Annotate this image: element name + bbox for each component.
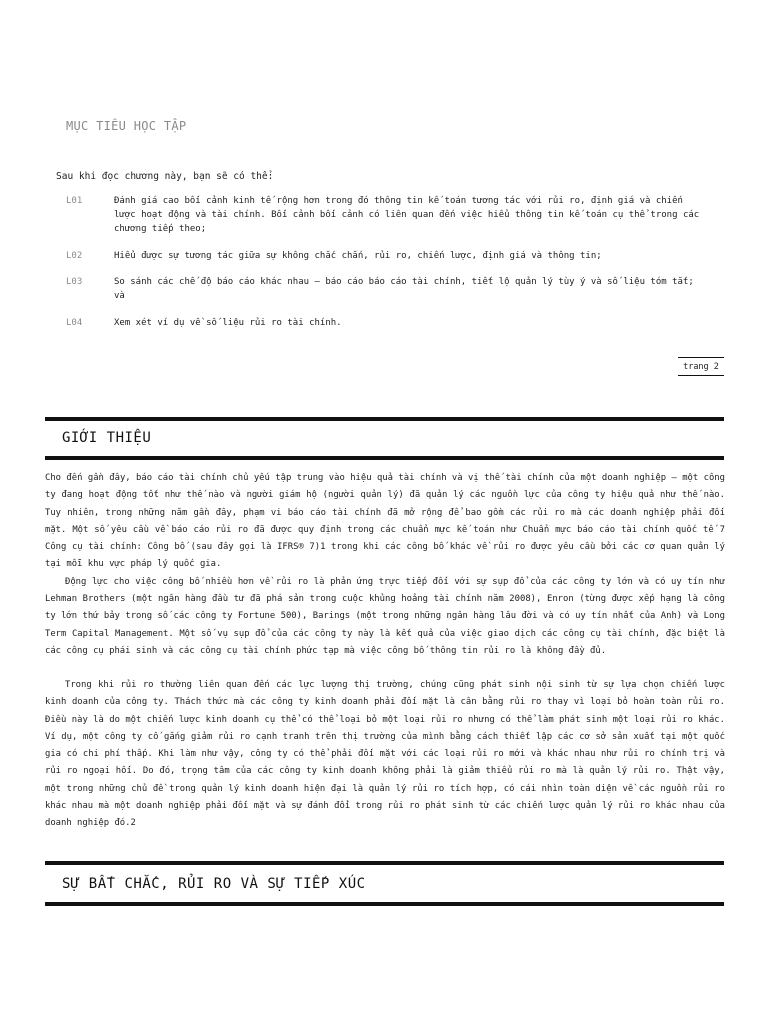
objective-text: Hiểu được sự tương tác giữa sự không chắc chắn, rủi ro, chiến lược, định giá và thông tin;	[114, 251, 602, 261]
objective-code: L02	[66, 251, 83, 261]
objective-text: Đánh giá cao bối cảnh kinh tế rộng hơn trong đó thông tin kế toán tương tác với rủi ro, định giá và chiến lược hoạt động và tài chính. Bối cảnh bối cảnh có liên quan đến việc hiểu thông tin kế toán cụ thể trong các chương tiếp theo;	[114, 196, 700, 234]
introduction-body-continued	[45, 677, 725, 833]
page-number-label: trang 2	[678, 357, 724, 376]
paragraph: Trong khi rủi ro thường liên quan đến các lực lượng thị trường, chúng cũng phát sinh nội sinh từ sự lựa chọn chiến lược kinh doanh của công ty. Thách thức mà các công ty kinh doanh phải đối mặt là cân bằng rủi ro thay vì loại bỏ hoàn toàn rủi ro. Điều này là do một chiến lược kinh doanh cụ thể có thể loại bỏ một loại rủi ro nhưng có thể làm phát sinh một loại rủi ro khác. Ví dụ, một công ty cố gắng giảm rủi ro cạnh tranh trên thị trường của mình bằng cách thiết lập các cơ sở sản xuất tại một quốc gia có chi phí thấp. Khi làm như vậy, công ty có thể phải đối mặt với các loại rủi ro mới và khác nhau như rủi ro chính trị và rủi ro ngoại hối. Do đó, trọng tâm của các công ty kinh doanh không phải là giảm thiểu rủi ro mà là quản lý rủi ro. Thật vậy, một trong những chủ đề trong quản lý kinh doanh hiện đại là quản lý rủi ro tích hợp, có cái nhìn toàn diện về các nguồn rủi ro khác nhau mà một doanh nghiệp phải đối mặt và sự đánh đổi trong rủi ro phát sinh từ các chiến lược quản lý rủi ro khác nhau của doanh nghiệp đó.2	[45, 680, 725, 829]
section-divider-top	[45, 861, 724, 865]
objective-text: Xem xét ví dụ về số liệu rủi ro tài chính.	[114, 318, 342, 328]
objective-code: L03	[66, 277, 83, 287]
objective-item	[66, 249, 706, 263]
section-heading-introduction: GIỚI THIỆU	[62, 430, 152, 446]
objectives-title: MỤC TIÊU HỌC TẬP	[66, 119, 187, 133]
section-divider-top	[45, 417, 724, 421]
objective-item	[66, 275, 706, 303]
section-divider-bottom	[45, 456, 724, 460]
section-divider-bottom	[45, 902, 724, 906]
paragraph: Động lực cho việc công bố nhiều hơn về rủi ro là phản ứng trực tiếp đối với sự sụp đổ của các công ty lớn và có uy tín như Lehman Brothers (một ngân hàng đầu tư đã phá sản trong cuộc khủng hoảng tài chính năm 2008), Enron (từng được xếp hạng là công ty lớn thứ bảy trong số các công ty Fortune 500), Barings (một trong những ngân hàng lâu đời và có uy tín nhất của Anh) và Long Term Capital Management. Một số vụ sụp đổ của các công ty này là kết quả của việc giao dịch các công cụ tài chính, đặc biệt là các công cụ phái sinh và các công cụ tài chính phức tạp mà việc công bố thông tin rủi ro là không đầy đủ.	[45, 576, 725, 656]
objective-text: So sánh các chế độ báo cáo khác nhau – báo cáo báo cáo tài chính, tiết lộ quản lý tùy ý và số liệu tóm tắt; và	[114, 277, 694, 301]
objective-item	[66, 316, 706, 330]
objective-item	[66, 194, 706, 236]
objective-code: L04	[66, 318, 83, 328]
introduction-body	[45, 470, 725, 660]
objective-code: L01	[66, 196, 83, 206]
paragraph: Cho đến gần đây, báo cáo tài chính chủ yếu tập trung vào hiệu quả tài chính và vị thế tài chính của một doanh nghiệp – một công ty đang hoạt động tốt như thế nào và người giám hộ (người quản lý) đã quản lý các nguồn lực của công ty hiệu quả như thế nào. Tuy nhiên, trong những năm gần đây, phạm vi báo cáo tài chính đã mở rộng để bao gồm các rủi ro mà các doanh nghiệp phải đối mặt. Một số yêu cầu về báo cáo rủi ro đã được quy định trong các chuẩn mực kế toán như Chuẩn mực báo cáo tài chính quốc tế 7 Công cụ tài chính: Công bố (sau đây gọi là IFRS® 7)1 trong khi các công bố khác về rủi ro được yêu cầu bởi các cơ quan quản lý tại mỗi khu vực pháp lý quốc gia.	[45, 473, 725, 570]
section-heading-uncertainty: SỰ BẤT CHẮC, RỦI RO VÀ SỰ TIẾP XÚC	[62, 876, 366, 892]
objectives-intro: Sau khi đọc chương này, bạn sẽ có thể:	[56, 171, 274, 182]
